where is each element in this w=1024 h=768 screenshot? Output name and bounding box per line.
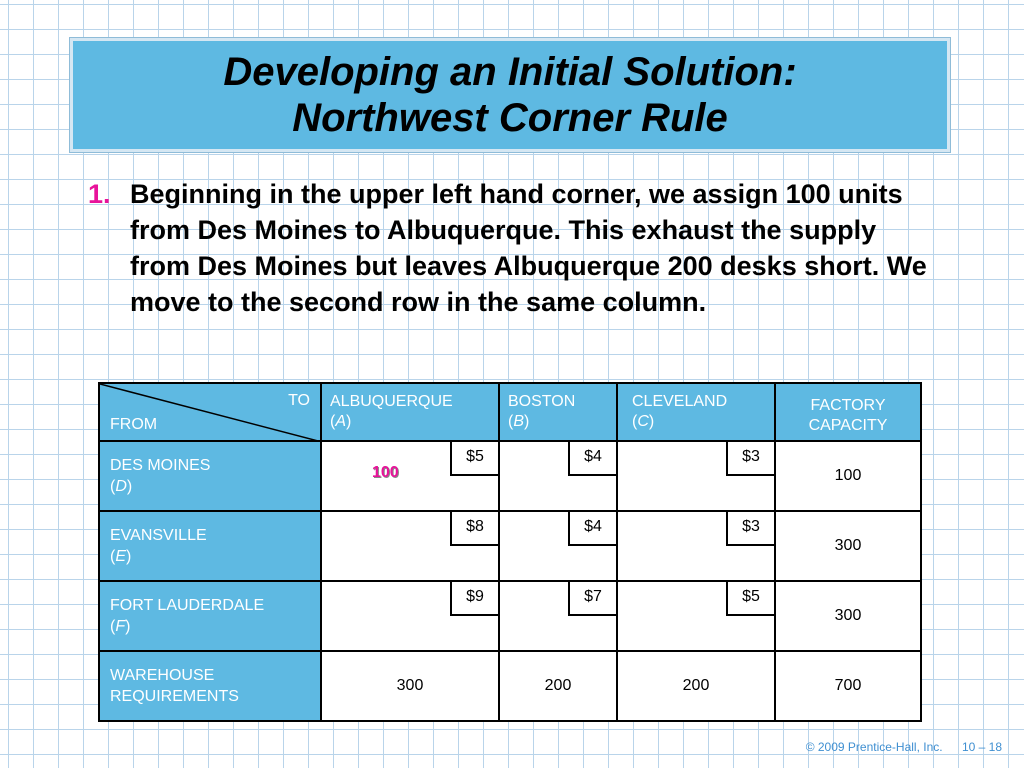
- requirement-value: 200: [617, 651, 775, 721]
- row-name: FORT LAUDERDALE: [110, 597, 265, 614]
- capacity-value: 100: [775, 441, 921, 511]
- requirements-label: WAREHOUSE REQUIREMENTS: [110, 667, 239, 705]
- table-cell-f-c: [617, 581, 775, 651]
- table-cell-e-c: [617, 511, 775, 581]
- transportation-table: [98, 382, 922, 722]
- slide-title-box: [70, 38, 950, 152]
- table-corner-header: [99, 383, 321, 441]
- table-cell-e-a: [321, 511, 499, 581]
- row-letter: D: [115, 478, 127, 495]
- table-cell-d-c: [617, 441, 775, 511]
- requirement-value: 200: [499, 651, 617, 721]
- column-name: BOSTON: [508, 393, 576, 410]
- table-cell-f-b: [499, 581, 617, 651]
- row-header-warehouse-requirements: [99, 651, 321, 721]
- cost-box: $3: [726, 512, 774, 546]
- capacity-value: 300: [775, 511, 921, 581]
- column-letter: B: [513, 413, 524, 430]
- row-letter: F: [115, 618, 126, 635]
- cost-box: $5: [450, 442, 498, 476]
- cost-box: $5: [726, 582, 774, 616]
- cost-box: $4: [568, 512, 616, 546]
- corner-from-label: FROM: [110, 416, 158, 433]
- row-name: DES MOINES: [110, 457, 211, 474]
- slide-title-line-1: Developing an Initial Solution:: [223, 50, 797, 94]
- table-cell-f-a: [321, 581, 499, 651]
- factory-capacity-header: [775, 383, 921, 441]
- allocation-value: 100: [372, 464, 399, 481]
- row-name: EVANSVILLE: [110, 527, 207, 544]
- corner-to-label: TO: [288, 392, 310, 409]
- requirements-total: 700: [775, 651, 921, 721]
- table-cell-e-b: [499, 511, 617, 581]
- cost-box: $8: [450, 512, 498, 546]
- table-cell-d-b: [499, 441, 617, 511]
- row-header-fort-lauderdale: FORT LAUDERDALE (F): [99, 581, 321, 651]
- row-letter: E: [115, 548, 126, 565]
- cost-box: $7: [568, 582, 616, 616]
- slide-title-line-2: Northwest Corner Rule: [292, 96, 728, 140]
- requirement-value: 300: [321, 651, 499, 721]
- table-cell-d-a: [321, 441, 499, 511]
- bullet-point: [88, 176, 938, 320]
- column-header-cleveland: CLEVELAND (C): [617, 383, 775, 441]
- capacity-header-label: FACTORY CAPACITY: [808, 397, 888, 434]
- capacity-value: 300: [775, 581, 921, 651]
- copyright-text: © 2009 Prentice-Hall, Inc.: [805, 740, 943, 754]
- bullet-number: 1.: [88, 179, 111, 209]
- cost-box: $3: [726, 442, 774, 476]
- column-name: ALBUQUERQUE: [330, 393, 453, 410]
- column-letter: C: [637, 413, 649, 430]
- cost-box: $4: [568, 442, 616, 476]
- column-name: CLEVELAND: [632, 393, 728, 410]
- page-number: 10 – 18: [961, 740, 1002, 754]
- column-letter: A: [335, 413, 346, 430]
- bullet-text: Beginning in the upper left hand corner, we assign 100 units from Des Moines to Albuquerque. This exhaust the supply from Des Moines but leaves Albuquerque 200 desks short. We move to the second row in the same column.: [130, 179, 927, 317]
- cost-box: $9: [450, 582, 498, 616]
- column-header-boston: BOSTON (B): [499, 383, 617, 441]
- slide-footer: [790, 740, 1002, 754]
- row-header-evansville: EVANSVILLE (E): [99, 511, 321, 581]
- row-header-des-moines: DES MOINES (D): [99, 441, 321, 511]
- column-header-albuquerque: ALBUQUERQUE (A): [321, 383, 499, 441]
